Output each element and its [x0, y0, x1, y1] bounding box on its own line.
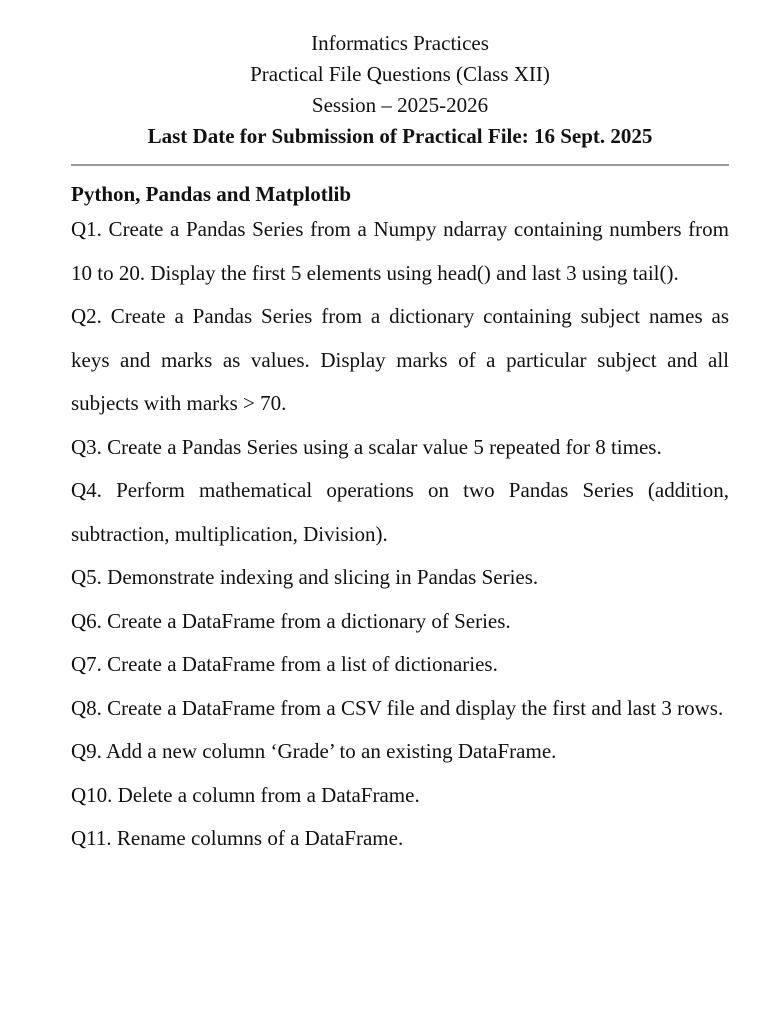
question-item: Q9. Add a new column ‘Grade’ to an existing DataFrame. [71, 739, 557, 763]
question-item: Q2. Create a Pandas Series from a dictionary containing subject names as keys and marks as values. Display marks of a particular subject and all subjects with marks > 70. [71, 304, 729, 415]
question-item: Q7. Create a DataFrame from a list of dictionaries. [71, 652, 498, 676]
question-item: Q1. Create a Pandas Series from a Numpy ndarray containing numbers from 10 to 20. Display the first 5 elements using head() and last 3 using tail(). [71, 217, 729, 285]
session-label: Session – 2025-2026 [311, 93, 489, 117]
question-item: Q4. Perform mathematical operations on two Pandas Series (addition, subtraction, multiplication, Division). [71, 478, 729, 546]
header-divider [71, 164, 729, 166]
question-item: Q3. Create a Pandas Series using a scalar value 5 repeated for 8 times. [71, 434, 662, 459]
section-heading: Python, Pandas and Matplotlib [71, 182, 352, 206]
document-title: Practical File Questions (Class XII) [250, 62, 550, 86]
submission-deadline: Last Date for Submission of Practical File: 16 Sept. 2025 [147, 124, 653, 148]
question-item: Q8. Create a DataFrame from a CSV file and display the first and last 3 rows. [71, 695, 724, 720]
document-header [71, 28, 729, 152]
question-item: Q11. Rename columns of a DataFrame. [71, 826, 404, 850]
subject-title: Informatics Practices [311, 31, 489, 55]
question-item: Q10. Delete a column from a DataFrame. [71, 782, 420, 807]
document-page [71, 28, 729, 861]
question-list [71, 208, 729, 861]
question-item: Q5. Demonstrate indexing and slicing in Pandas Series. [71, 565, 539, 589]
question-item: Q6. Create a DataFrame from a dictionary of Series. [71, 608, 511, 633]
